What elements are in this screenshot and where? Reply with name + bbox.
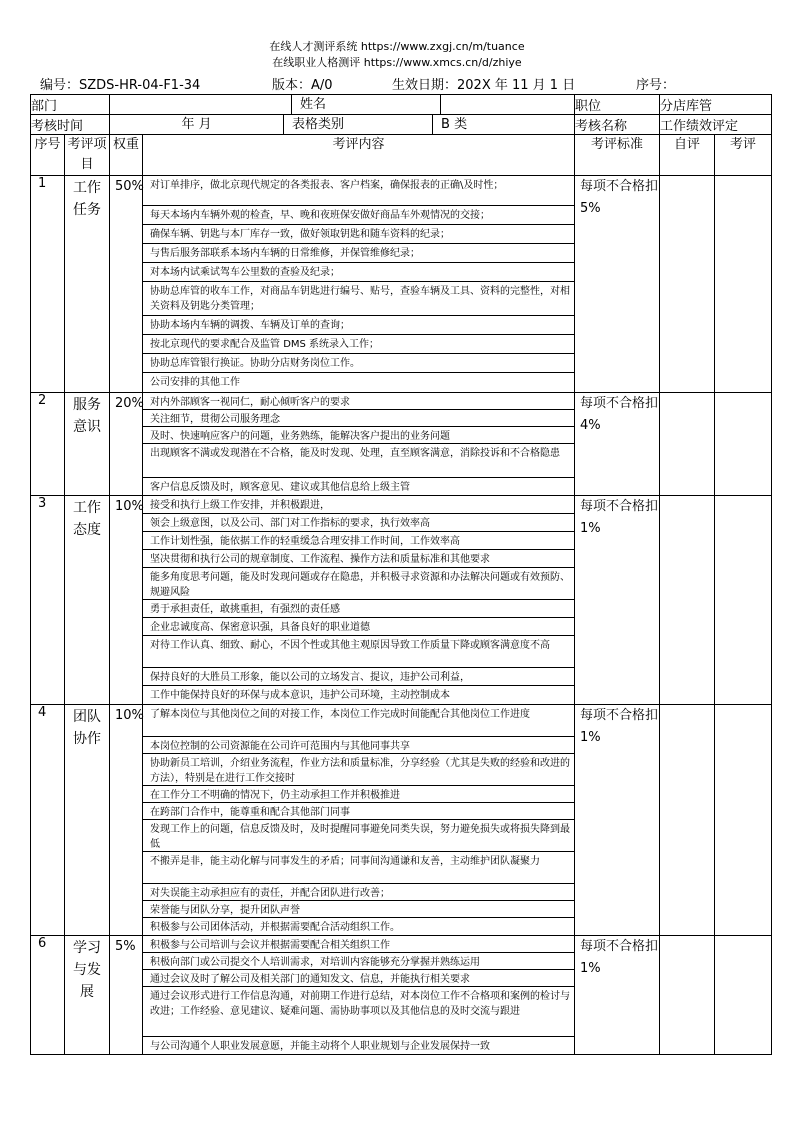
exam-time-label: 考核时间 <box>31 115 110 135</box>
section-row <box>31 705 772 936</box>
name-value[interactable] <box>441 95 574 114</box>
content-line: 协助总库管的收车工作，对商品车钥匙进行编号、贴号，查验车辆及工具、资料的完整性，对相关资料及钥匙分类管理； <box>143 282 574 316</box>
content-line: 每天本场内车辆外观的检查，早、晚和夜班保安做好商品车外观情况的交接； <box>143 206 574 225</box>
doc-number: 编号：SZDS-HR-04-F1-34 <box>40 78 201 93</box>
header-line-2: 在线职业人格测评 https://www.xmcs.cn/d/zhiye <box>272 56 522 69</box>
content-line: 在跨部门合作中，能尊重和配合其他部门同事 <box>143 803 574 820</box>
section-item: 工作态度 <box>65 496 110 705</box>
section-number: 6 <box>31 936 65 1055</box>
col-self: 自评 <box>660 135 715 176</box>
content-line: 发现工作上的问题，信息反馈及时，及时提醒同事避免同类失误，努力避免损失或将损失降到最低 <box>143 820 574 852</box>
content-line: 坚决贯彻和执行公司的规章制度、工作流程、操作方法和质量标准和其他要求 <box>143 550 574 568</box>
form-type-label: 表格类别 <box>284 115 433 134</box>
col-content: 考评内容 <box>143 135 575 176</box>
col-item: 考评项目 <box>65 135 110 176</box>
section-weight: 50% <box>110 176 143 393</box>
self-score-cell[interactable] <box>660 496 715 705</box>
section-number: 3 <box>31 496 65 705</box>
section-standard: 每项不合格扣 5% <box>575 176 660 393</box>
self-score-cell[interactable] <box>660 705 715 936</box>
col-standard: 考评标准 <box>575 135 660 176</box>
dept-value[interactable] <box>110 95 292 114</box>
content-line: 通过会议及时了解公司及相关部门的通知发文、信息，并能执行相关要求 <box>143 970 574 987</box>
content-line: 公司安排的其他工作 <box>150 377 241 388</box>
content-line: 通过会议形式进行工作信息沟通，对前期工作进行总结，对本岗位工作不合格项和案例的检讨与改进；工作经验、意见建议、疑难问题、需协助事项以及其他信息的及时交流与跟进 <box>143 987 574 1037</box>
section-row <box>31 936 772 1055</box>
exam-time-value[interactable]: 年 月 <box>110 115 284 134</box>
info-row-2 <box>31 115 772 135</box>
serial-number: 序号： <box>636 78 676 93</box>
content-line: 对内外部顾客一视同仁，耐心倾听客户的要求 <box>143 393 574 410</box>
section-weight: 10% <box>110 705 143 936</box>
header-line-1: 在线人才测评系统 https://www.zxgj.cn/m/tuance <box>269 40 525 53</box>
section-contents <box>143 496 575 705</box>
section-item: 学习与发展 <box>65 936 110 1055</box>
position-label: 职位 <box>575 95 660 115</box>
content-line: 了解本岗位与其他岗位之间的对接工作，本岗位工作完成时间能配合其他岗位工作进度 <box>143 705 574 737</box>
exam-name-value: 工作绩效评定 <box>660 115 772 135</box>
review-score-cell[interactable] <box>715 393 772 496</box>
section-item: 工作任务 <box>65 176 110 393</box>
evaluation-table <box>30 94 772 1055</box>
section-contents <box>143 393 575 496</box>
section-weight: 5% <box>110 936 143 1055</box>
content-line: 协助本场内车辆的调拨、车辆及订单的查询； <box>143 316 574 335</box>
content-line: 能多角度思考问题，能及时发现问题或存在隐患，并积极寻求资源和办法解决问题或有效预防、规避风险 <box>143 568 574 600</box>
self-score-cell[interactable] <box>660 936 715 1055</box>
section-row <box>31 393 772 496</box>
info-row-1 <box>31 95 772 115</box>
content-line: 客户信息反馈及时，顾客意见、建议或其他信息给上级主管 <box>150 482 411 493</box>
section-weight: 20% <box>110 393 143 496</box>
content-line: 积极参与公司培训与会议并根据需要配合相关组织工作 <box>143 936 574 953</box>
content-line: 积极向部门或公司提交个人培训需求，对培训内容能够充分掌握并熟练运用 <box>143 953 574 970</box>
version: 版本：A/0 <box>272 78 333 93</box>
self-score-cell[interactable] <box>660 393 715 496</box>
section-standard: 每项不合格扣 1% <box>575 936 660 1055</box>
content-line: 接受和执行上级工作安排，并积极跟进， <box>143 496 574 514</box>
content-line: 对订单排序，做北京现代规定的各类报表、客户档案，确保报表的正确\及时性； <box>143 176 574 206</box>
content-line: 协助总库管银行换证。协助分店财务岗位工作。 <box>143 354 574 373</box>
content-line: 企业忠诚度高、保密意识强，具备良好的职业道德 <box>143 618 574 636</box>
content-line: 工作计划性强，能依据工作的轻重缓急合理安排工作时间，工作效率高 <box>143 532 574 550</box>
content-line: 对待工作认真、细致、耐心，不因个性或其他主观原因导致工作质量下降或顾客满意度不高 <box>143 636 574 668</box>
exam-name-label: 考核名称 <box>575 115 660 135</box>
section-standard: 每项不合格扣 4% <box>575 393 660 496</box>
dept-label: 部门 <box>31 95 110 115</box>
review-score-cell[interactable] <box>715 705 772 936</box>
content-line: 工作中能保持良好的环保与成本意识，违护公司环境，主动控制成本 <box>150 690 451 701</box>
content-line: 与公司沟通个人职业发展意愿，并能主动将个人职业规划与企业发展保持一致 <box>150 1041 491 1052</box>
review-score-cell[interactable] <box>715 496 772 705</box>
content-line: 出现顾客不满或发现潜在不合格，能及时发现、处理，直至顾客满意，消除投诉和不合格隐患 <box>143 444 574 478</box>
content-line: 按北京现代的要求配合及监管 DMS 系统录入工作； <box>143 335 574 354</box>
section-contents <box>143 176 575 393</box>
content-line: 保持良好的大胜员工形象，能以公司的立场发言、提议，违护公司利益， <box>143 668 574 686</box>
content-line: 对失误能主动承担应有的责任，并配合团队进行改善； <box>143 884 574 901</box>
position-value: 分店库管 <box>660 95 772 115</box>
section-number: 1 <box>31 176 65 393</box>
content-line: 领会上级意图，以及公司、部门对工作指标的要求，执行效率高 <box>143 514 574 532</box>
effective-date: 生效日期：202X 年 11 月 1 日 <box>392 78 576 93</box>
content-line: 与售后服务部联系本场内车辆的日常维修，并保管维修纪录； <box>143 244 574 263</box>
self-score-cell[interactable] <box>660 176 715 393</box>
section-contents <box>143 705 575 936</box>
col-seq: 序号 <box>31 135 65 176</box>
section-number: 2 <box>31 393 65 496</box>
content-line: 荣誉能与团队分享，提升团队声誉 <box>143 901 574 918</box>
col-weight: 权重 <box>110 135 143 176</box>
section-standard: 每项不合格扣 1% <box>575 496 660 705</box>
section-item: 服务意识 <box>65 393 110 496</box>
content-line: 及时、快速响应客户的问题，业务熟练，能解决客户提出的业务问题 <box>143 427 574 444</box>
content-line: 不搬弄是非，能主动化解与同事发生的矛盾；同事间沟通谦和友善，主动维护团队凝聚力 <box>143 852 574 884</box>
section-row <box>31 496 772 705</box>
section-item: 团队协作 <box>65 705 110 936</box>
col-review: 考评 <box>715 135 772 176</box>
content-line: 关注细节，贯彻公司服务理念 <box>143 410 574 427</box>
form-type-value: B 类 <box>441 117 468 132</box>
content-line: 在工作分工不明确的情况下，仍主动承担工作并积极推进 <box>143 786 574 803</box>
review-score-cell[interactable] <box>715 936 772 1055</box>
section-standard: 每项不合格扣 1% <box>575 705 660 936</box>
content-line: 本岗位控制的公司资源能在公司许可范围内与其他同事共享 <box>143 737 574 754</box>
content-line: 勇于承担责任，敢挑重担，有强烈的责任感 <box>143 600 574 618</box>
section-row <box>31 176 772 393</box>
document-meta <box>40 74 770 92</box>
content-line: 积极参与公司团体活动，并根据需要配合活动组织工作。 <box>150 922 401 933</box>
section-number: 4 <box>31 705 65 936</box>
section-weight: 10% <box>110 496 143 705</box>
content-line: 确保车辆、钥匙与本厂库存一致，做好领取钥匙和随车资料的纪录； <box>143 225 574 244</box>
review-score-cell[interactable] <box>715 176 772 393</box>
content-line: 对本场内试乘试驾车公里数的查验及纪录； <box>143 263 574 282</box>
name-label: 姓名 <box>292 95 441 114</box>
column-header-row <box>31 135 772 176</box>
content-line: 协助新员工培训，介绍业务流程，作业方法和质量标准，分享经验（尤其是失败的经验和改进的方法），特别是在进行工作交接时 <box>143 754 574 786</box>
section-contents <box>143 936 575 1055</box>
